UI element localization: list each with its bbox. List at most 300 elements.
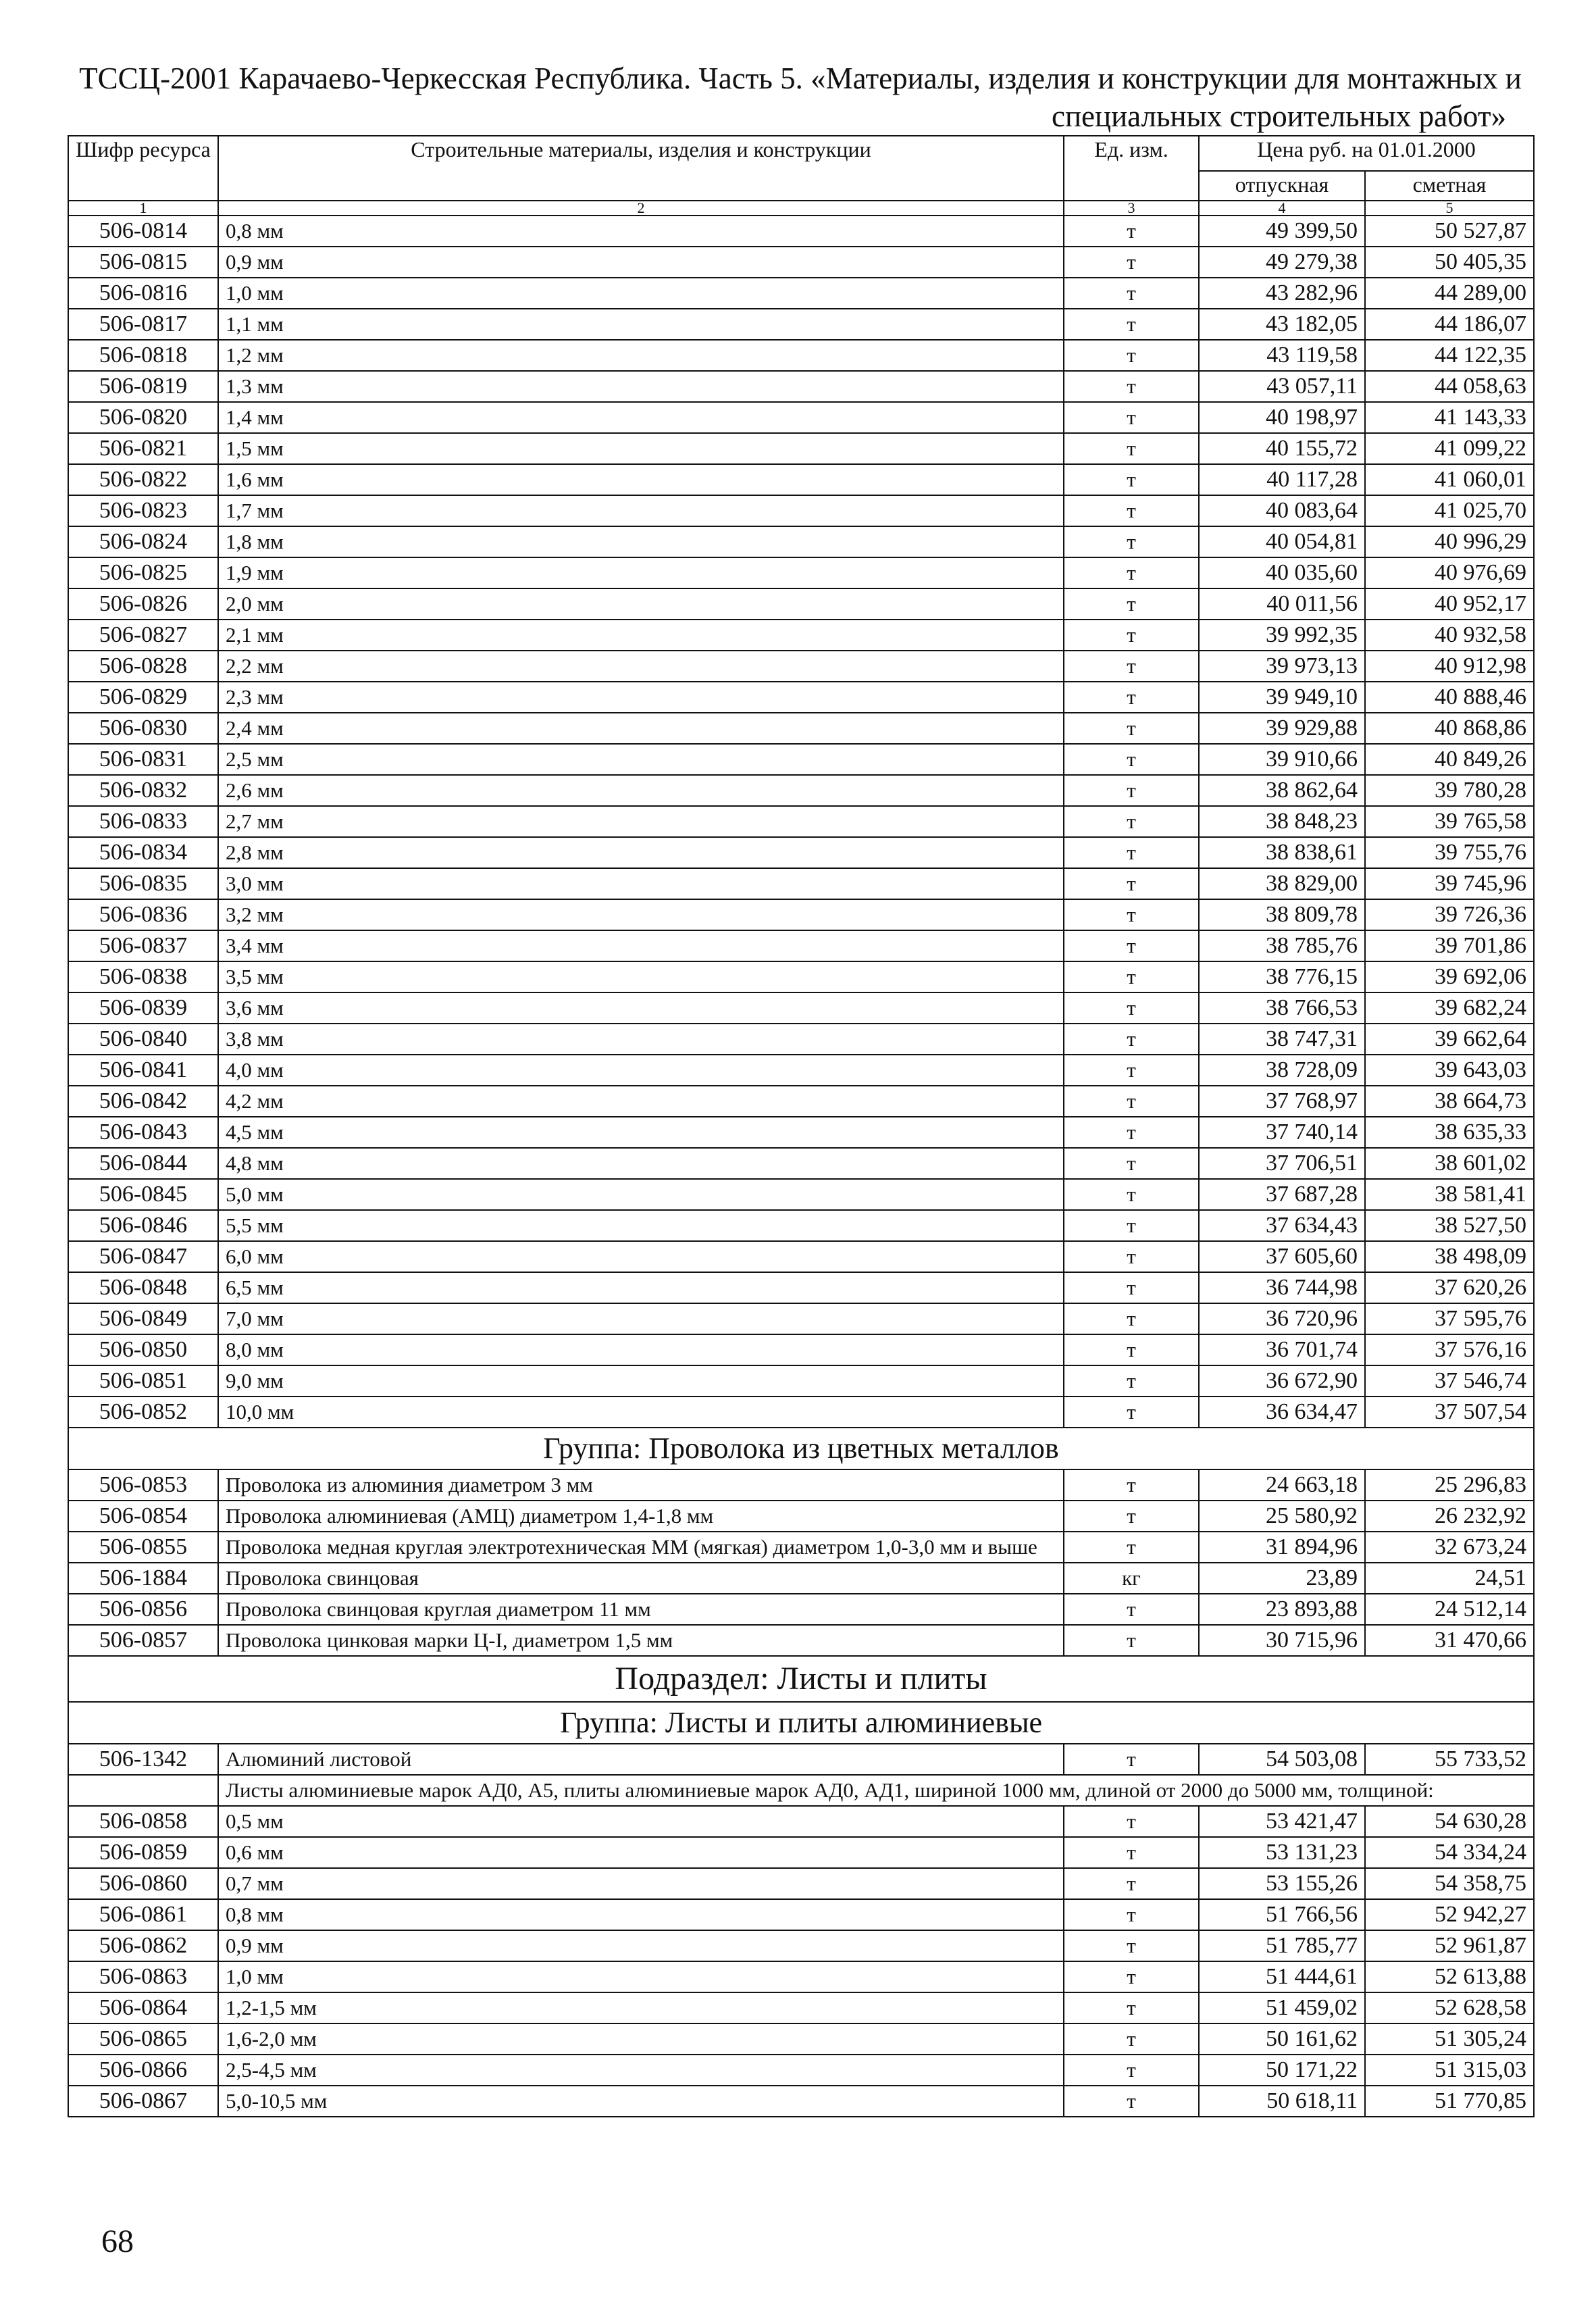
- material-name: 4,5 мм: [218, 1117, 1064, 1148]
- estimate-price: 25 296,83: [1365, 1469, 1534, 1501]
- material-name: 0,8 мм: [218, 1899, 1064, 1930]
- resource-code: 506-1342: [68, 1744, 218, 1775]
- table-row: [68, 1532, 1534, 1563]
- estimate-price: 40 912,98: [1365, 651, 1534, 682]
- table-row: [68, 1179, 1534, 1210]
- resource-code: 506-0850: [68, 1334, 218, 1365]
- resource-code: 506-0838: [68, 961, 218, 992]
- release-price: 43 119,58: [1199, 340, 1365, 371]
- material-name: 1,2-1,5 мм: [218, 1992, 1064, 2023]
- unit: т: [1064, 651, 1199, 682]
- material-name: Проволока из алюминия диаметром 3 мм: [218, 1469, 1064, 1501]
- material-name: 6,0 мм: [218, 1241, 1064, 1272]
- resource-code: 506-0828: [68, 651, 218, 682]
- unit: т: [1064, 247, 1199, 278]
- resource-code: 506-0847: [68, 1241, 218, 1272]
- release-price: 40 198,97: [1199, 402, 1365, 433]
- material-name: 7,0 мм: [218, 1303, 1064, 1334]
- release-price: 37 687,28: [1199, 1179, 1365, 1210]
- estimate-price: 40 996,29: [1365, 526, 1534, 557]
- table-row: [68, 1086, 1534, 1117]
- table-row: [68, 1241, 1534, 1272]
- header-release-price: отпускная: [1199, 171, 1365, 201]
- resource-code: 506-0857: [68, 1625, 218, 1656]
- table-row: [68, 837, 1534, 868]
- estimate-price: 40 952,17: [1365, 588, 1534, 620]
- table-row: [68, 961, 1534, 992]
- table-row: [68, 651, 1534, 682]
- table-row: [68, 775, 1534, 806]
- material-name: 4,0 мм: [218, 1055, 1064, 1086]
- table-row: [68, 495, 1534, 526]
- unit: т: [1064, 1117, 1199, 1148]
- estimate-price: 39 701,86: [1365, 930, 1534, 961]
- material-name: 1,5 мм: [218, 433, 1064, 464]
- release-price: 39 973,13: [1199, 651, 1365, 682]
- material-name: 3,5 мм: [218, 961, 1064, 992]
- estimate-price: 37 507,54: [1365, 1397, 1534, 1428]
- table-row: [68, 2023, 1534, 2055]
- release-price: 40 155,72: [1199, 433, 1365, 464]
- release-price: 36 744,98: [1199, 1272, 1365, 1303]
- release-price: 53 155,26: [1199, 1868, 1365, 1899]
- estimate-price: 40 868,86: [1365, 713, 1534, 744]
- estimate-price: 54 358,75: [1365, 1868, 1534, 1899]
- resource-code: 506-0844: [68, 1148, 218, 1179]
- material-name: 0,6 мм: [218, 1837, 1064, 1868]
- material-name: 5,0-10,5 мм: [218, 2086, 1064, 2117]
- release-price: 36 672,90: [1199, 1365, 1365, 1397]
- material-name: Проволока свинцовая круглая диаметром 11 мм: [218, 1594, 1064, 1625]
- resource-code: 506-0846: [68, 1210, 218, 1241]
- unit: т: [1064, 1397, 1199, 1428]
- header-estimate-price: сметная: [1365, 171, 1534, 201]
- column-number: 1: [68, 201, 218, 216]
- estimate-price: 40 932,58: [1365, 620, 1534, 651]
- resource-code: 506-0859: [68, 1837, 218, 1868]
- unit: т: [1064, 1303, 1199, 1334]
- estimate-price: 38 527,50: [1365, 1210, 1534, 1241]
- material-name: Алюминий листовой: [218, 1744, 1064, 1775]
- unit: т: [1064, 464, 1199, 495]
- table-row: [68, 992, 1534, 1024]
- material-name: 8,0 мм: [218, 1334, 1064, 1365]
- release-price: 37 768,97: [1199, 1086, 1365, 1117]
- material-name: 2,5 мм: [218, 744, 1064, 775]
- estimate-price: 37 595,76: [1365, 1303, 1534, 1334]
- material-name: 2,4 мм: [218, 713, 1064, 744]
- table-row: [68, 1868, 1534, 1899]
- release-price: 40 083,64: [1199, 495, 1365, 526]
- header-unit: Ед. изм.: [1064, 136, 1199, 201]
- material-name: 3,0 мм: [218, 868, 1064, 899]
- resource-code: 506-0817: [68, 309, 218, 340]
- column-number: 2: [218, 201, 1064, 216]
- release-price: 37 605,60: [1199, 1241, 1365, 1272]
- table-row: [68, 557, 1534, 588]
- estimate-price: 38 498,09: [1365, 1241, 1534, 1272]
- estimate-price: 38 664,73: [1365, 1086, 1534, 1117]
- table-row: [68, 1024, 1534, 1055]
- resource-code: 506-0855: [68, 1532, 218, 1563]
- estimate-price: 44 122,35: [1365, 340, 1534, 371]
- unit: т: [1064, 1272, 1199, 1303]
- unit: т: [1064, 682, 1199, 713]
- release-price: 51 444,61: [1199, 1961, 1365, 1992]
- material-name: 1,4 мм: [218, 402, 1064, 433]
- material-name: 1,0 мм: [218, 1961, 1064, 1992]
- estimate-price: 52 613,88: [1365, 1961, 1534, 1992]
- release-price: 40 117,28: [1199, 464, 1365, 495]
- resource-code: 506-0861: [68, 1899, 218, 1930]
- material-name: 0,9 мм: [218, 247, 1064, 278]
- price-table: [68, 135, 1535, 2117]
- material-name: 6,5 мм: [218, 1272, 1064, 1303]
- table-row: [68, 340, 1534, 371]
- unit: т: [1064, 1055, 1199, 1086]
- unit: т: [1064, 992, 1199, 1024]
- resource-code: 506-0833: [68, 806, 218, 837]
- unit: т: [1064, 1961, 1199, 1992]
- resource-code: 506-0863: [68, 1961, 218, 1992]
- release-price: 36 720,96: [1199, 1303, 1365, 1334]
- material-name: Проволока алюминиевая (АМЦ) диаметром 1,4-1,8 мм: [218, 1501, 1064, 1532]
- release-price: 51 785,77: [1199, 1930, 1365, 1961]
- material-name: 1,8 мм: [218, 526, 1064, 557]
- group-heading-aluminium-sheets: Группа: Листы и плиты алюминиевые: [68, 1702, 1534, 1744]
- release-price: 50 618,11: [1199, 2086, 1365, 2117]
- estimate-price: 54 334,24: [1365, 1837, 1534, 1868]
- unit: т: [1064, 2086, 1199, 2117]
- material-name: 1,2 мм: [218, 340, 1064, 371]
- unit: т: [1064, 2023, 1199, 2055]
- estimate-price: 39 745,96: [1365, 868, 1534, 899]
- resource-code: 506-0842: [68, 1086, 218, 1117]
- resource-code: 506-0819: [68, 371, 218, 402]
- unit: т: [1064, 1625, 1199, 1656]
- unit: т: [1064, 1148, 1199, 1179]
- material-name: 2,2 мм: [218, 651, 1064, 682]
- estimate-price: 44 058,63: [1365, 371, 1534, 402]
- release-price: 25 580,92: [1199, 1501, 1365, 1532]
- release-price: 38 829,00: [1199, 868, 1365, 899]
- estimate-price: 31 470,66: [1365, 1625, 1534, 1656]
- document-title: [68, 59, 1533, 135]
- material-name: 1,6 мм: [218, 464, 1064, 495]
- table-row: [68, 1272, 1534, 1303]
- table-row: [68, 2055, 1534, 2086]
- table-row: [68, 216, 1534, 247]
- estimate-price: 44 289,00: [1365, 278, 1534, 309]
- resource-code: 506-0866: [68, 2055, 218, 2086]
- resource-code: 506-0834: [68, 837, 218, 868]
- release-price: 40 011,56: [1199, 588, 1365, 620]
- resource-code: 506-0814: [68, 216, 218, 247]
- unit: т: [1064, 309, 1199, 340]
- unit: т: [1064, 744, 1199, 775]
- release-price: 39 949,10: [1199, 682, 1365, 713]
- estimate-price: 52 628,58: [1365, 1992, 1534, 2023]
- material-name: 3,4 мм: [218, 930, 1064, 961]
- table-row: [68, 930, 1534, 961]
- release-price: 49 279,38: [1199, 247, 1365, 278]
- release-price: 50 171,22: [1199, 2055, 1365, 2086]
- material-name: 2,7 мм: [218, 806, 1064, 837]
- table-row: [68, 1334, 1534, 1365]
- table-row: [68, 1837, 1534, 1868]
- material-name: Проволока цинковая марки Ц-I, диаметром 1,5 мм: [218, 1625, 1064, 1656]
- table-row: [68, 1117, 1534, 1148]
- estimate-price: 39 780,28: [1365, 775, 1534, 806]
- table-row: [68, 1594, 1534, 1625]
- release-price: 51 766,56: [1199, 1899, 1365, 1930]
- resource-code: 506-0867: [68, 2086, 218, 2117]
- estimate-price: 24,51: [1365, 1563, 1534, 1594]
- material-name: 1,3 мм: [218, 371, 1064, 402]
- estimate-price: 41 143,33: [1365, 402, 1534, 433]
- resource-code: 506-0829: [68, 682, 218, 713]
- column-number: 3: [1064, 201, 1199, 216]
- material-name: 0,8 мм: [218, 216, 1064, 247]
- table-row: [68, 1930, 1534, 1961]
- estimate-price: 50 405,35: [1365, 247, 1534, 278]
- table-row: [68, 371, 1534, 402]
- material-name: 1,7 мм: [218, 495, 1064, 526]
- table-row: [68, 464, 1534, 495]
- header-code: Шифр ресурса: [68, 136, 218, 201]
- table-row: [68, 806, 1534, 837]
- release-price: 38 809,78: [1199, 899, 1365, 930]
- estimate-price: 40 849,26: [1365, 744, 1534, 775]
- estimate-price: 39 755,76: [1365, 837, 1534, 868]
- material-name: 1,0 мм: [218, 278, 1064, 309]
- resource-code: 506-0816: [68, 278, 218, 309]
- resource-code: 506-0856: [68, 1594, 218, 1625]
- release-price: 53 131,23: [1199, 1837, 1365, 1868]
- table-row: [68, 2086, 1534, 2117]
- release-price: 39 992,35: [1199, 620, 1365, 651]
- release-price: 36 634,47: [1199, 1397, 1365, 1428]
- table-row: [68, 1961, 1534, 1992]
- estimate-price: 39 643,03: [1365, 1055, 1534, 1086]
- release-price: 38 776,15: [1199, 961, 1365, 992]
- material-name: 4,8 мм: [218, 1148, 1064, 1179]
- unit: т: [1064, 1837, 1199, 1868]
- release-price: 43 282,96: [1199, 278, 1365, 309]
- unit: т: [1064, 1868, 1199, 1899]
- resource-code: 506-0836: [68, 899, 218, 930]
- column-number: 5: [1365, 201, 1534, 216]
- unit: т: [1064, 1532, 1199, 1563]
- header-price: Цена руб. на 01.01.2000: [1199, 136, 1534, 171]
- resource-code: 506-0832: [68, 775, 218, 806]
- group-heading-nonferrous-wire: Группа: Проволока из цветных металлов: [68, 1428, 1534, 1469]
- unit: т: [1064, 1210, 1199, 1241]
- unit: т: [1064, 930, 1199, 961]
- table-row: [68, 899, 1534, 930]
- sheet-description-note: Листы алюминиевые марок АД0, А5, плиты алюминиевые марок АД0, АД1, шириной 1000 мм, длиной от 2000 до 5000 мм, толщиной:: [218, 1775, 1534, 1806]
- table-row: [68, 402, 1534, 433]
- material-name: 3,8 мм: [218, 1024, 1064, 1055]
- aluminium-sheet-rows: [68, 1806, 1534, 2117]
- unit: т: [1064, 961, 1199, 992]
- table-row: [68, 309, 1534, 340]
- release-price: 23,89: [1199, 1563, 1365, 1594]
- unit: т: [1064, 1469, 1199, 1501]
- estimate-price: 51 770,85: [1365, 2086, 1534, 2117]
- resource-code: 506-0826: [68, 588, 218, 620]
- release-price: 40 035,60: [1199, 557, 1365, 588]
- resource-code: 506-0835: [68, 868, 218, 899]
- unit: т: [1064, 837, 1199, 868]
- resource-code: 506-0848: [68, 1272, 218, 1303]
- release-price: 37 740,14: [1199, 1117, 1365, 1148]
- resource-code: 506-0830: [68, 713, 218, 744]
- unit: т: [1064, 868, 1199, 899]
- unit: т: [1064, 495, 1199, 526]
- unit: т: [1064, 1594, 1199, 1625]
- table-row: [68, 682, 1534, 713]
- resource-code: 506-0815: [68, 247, 218, 278]
- table-row: [68, 1469, 1534, 1501]
- resource-code: 506-0841: [68, 1055, 218, 1086]
- table-row: [68, 247, 1534, 278]
- material-name: 4,2 мм: [218, 1086, 1064, 1117]
- material-name: 3,2 мм: [218, 899, 1064, 930]
- estimate-price: 41 060,01: [1365, 464, 1534, 495]
- estimate-price: 41 099,22: [1365, 433, 1534, 464]
- empty-cell: [68, 1775, 218, 1806]
- resource-code: 506-0843: [68, 1117, 218, 1148]
- release-price: 38 848,23: [1199, 806, 1365, 837]
- estimate-price: 52 942,27: [1365, 1899, 1534, 1930]
- unit: т: [1064, 371, 1199, 402]
- unit: т: [1064, 1241, 1199, 1272]
- estimate-price: 39 682,24: [1365, 992, 1534, 1024]
- resource-code: 506-0849: [68, 1303, 218, 1334]
- unit: т: [1064, 278, 1199, 309]
- resource-code: 506-0854: [68, 1501, 218, 1532]
- unit: т: [1064, 1806, 1199, 1837]
- unit: т: [1064, 806, 1199, 837]
- release-price: 38 785,76: [1199, 930, 1365, 961]
- release-price: 50 161,62: [1199, 2023, 1365, 2055]
- unit: т: [1064, 2055, 1199, 2086]
- resource-code: 506-0860: [68, 1868, 218, 1899]
- table-row: [68, 1148, 1534, 1179]
- estimate-price: 37 576,16: [1365, 1334, 1534, 1365]
- material-name: 2,1 мм: [218, 620, 1064, 651]
- table-row: [68, 1806, 1534, 1837]
- estimate-price: 37 620,26: [1365, 1272, 1534, 1303]
- resource-code: 506-0864: [68, 1992, 218, 2023]
- estimate-price: 52 961,87: [1365, 1930, 1534, 1961]
- estimate-price: 40 888,46: [1365, 682, 1534, 713]
- estimate-price: 40 976,69: [1365, 557, 1534, 588]
- release-price: 49 399,50: [1199, 216, 1365, 247]
- estimate-price: 32 673,24: [1365, 1532, 1534, 1563]
- table-row: [68, 1055, 1534, 1086]
- table-row: [68, 1992, 1534, 2023]
- material-name: 3,6 мм: [218, 992, 1064, 1024]
- material-name: 0,7 мм: [218, 1868, 1064, 1899]
- estimate-price: 38 635,33: [1365, 1117, 1534, 1148]
- release-price: 38 838,61: [1199, 837, 1365, 868]
- resource-code: 506-0845: [68, 1179, 218, 1210]
- release-price: 43 057,11: [1199, 371, 1365, 402]
- release-price: 39 910,66: [1199, 744, 1365, 775]
- table-row: [68, 1397, 1534, 1428]
- unit: т: [1064, 1930, 1199, 1961]
- table-row: [68, 620, 1534, 651]
- title-line-2: специальных строительных работ»: [1051, 99, 1506, 133]
- estimate-price: 24 512,14: [1365, 1594, 1534, 1625]
- estimate-price: 39 726,36: [1365, 899, 1534, 930]
- resource-code: 506-0823: [68, 495, 218, 526]
- table-row: [68, 1563, 1534, 1594]
- table-row: [68, 868, 1534, 899]
- resource-code: 506-0853: [68, 1469, 218, 1501]
- release-price: 38 862,64: [1199, 775, 1365, 806]
- table-row: [68, 713, 1534, 744]
- table-row: [68, 1625, 1534, 1656]
- release-price: 40 054,81: [1199, 526, 1365, 557]
- table-row: [68, 433, 1534, 464]
- resource-code: 506-0820: [68, 402, 218, 433]
- unit: т: [1064, 402, 1199, 433]
- unit: т: [1064, 588, 1199, 620]
- resource-code: 506-0831: [68, 744, 218, 775]
- resource-code: 506-1884: [68, 1563, 218, 1594]
- unit: т: [1064, 713, 1199, 744]
- unit: т: [1064, 526, 1199, 557]
- release-price: 30 715,96: [1199, 1625, 1365, 1656]
- table-row: [68, 1210, 1534, 1241]
- material-name: 2,8 мм: [218, 837, 1064, 868]
- estimate-price: 51 305,24: [1365, 2023, 1534, 2055]
- estimate-price: 44 186,07: [1365, 309, 1534, 340]
- wire-rows: [68, 216, 1534, 1428]
- resource-code: 506-0858: [68, 1806, 218, 1837]
- estimate-price: 38 601,02: [1365, 1148, 1534, 1179]
- material-name: 1,9 мм: [218, 557, 1064, 588]
- release-price: 54 503,08: [1199, 1744, 1365, 1775]
- material-name: 2,6 мм: [218, 775, 1064, 806]
- estimate-price: 38 581,41: [1365, 1179, 1534, 1210]
- material-name: 9,0 мм: [218, 1365, 1064, 1397]
- table-row: [68, 1501, 1534, 1532]
- resource-code: 506-0837: [68, 930, 218, 961]
- table-row: [68, 1365, 1534, 1397]
- table-row: [68, 278, 1534, 309]
- unit: т: [1064, 1501, 1199, 1532]
- resource-code: 506-0862: [68, 1930, 218, 1961]
- material-name: 10,0 мм: [218, 1397, 1064, 1428]
- table-row: [68, 1303, 1534, 1334]
- estimate-price: 51 315,03: [1365, 2055, 1534, 2086]
- estimate-price: 39 662,64: [1365, 1024, 1534, 1055]
- release-price: 39 929,88: [1199, 713, 1365, 744]
- material-name: 2,5-4,5 мм: [218, 2055, 1064, 2086]
- resource-code: 506-0824: [68, 526, 218, 557]
- release-price: 36 701,74: [1199, 1334, 1365, 1365]
- estimate-price: 39 765,58: [1365, 806, 1534, 837]
- material-name: 5,0 мм: [218, 1179, 1064, 1210]
- unit: т: [1064, 1899, 1199, 1930]
- resource-code: 506-0825: [68, 557, 218, 588]
- table-row: [68, 1744, 1534, 1775]
- table-row: [68, 1899, 1534, 1930]
